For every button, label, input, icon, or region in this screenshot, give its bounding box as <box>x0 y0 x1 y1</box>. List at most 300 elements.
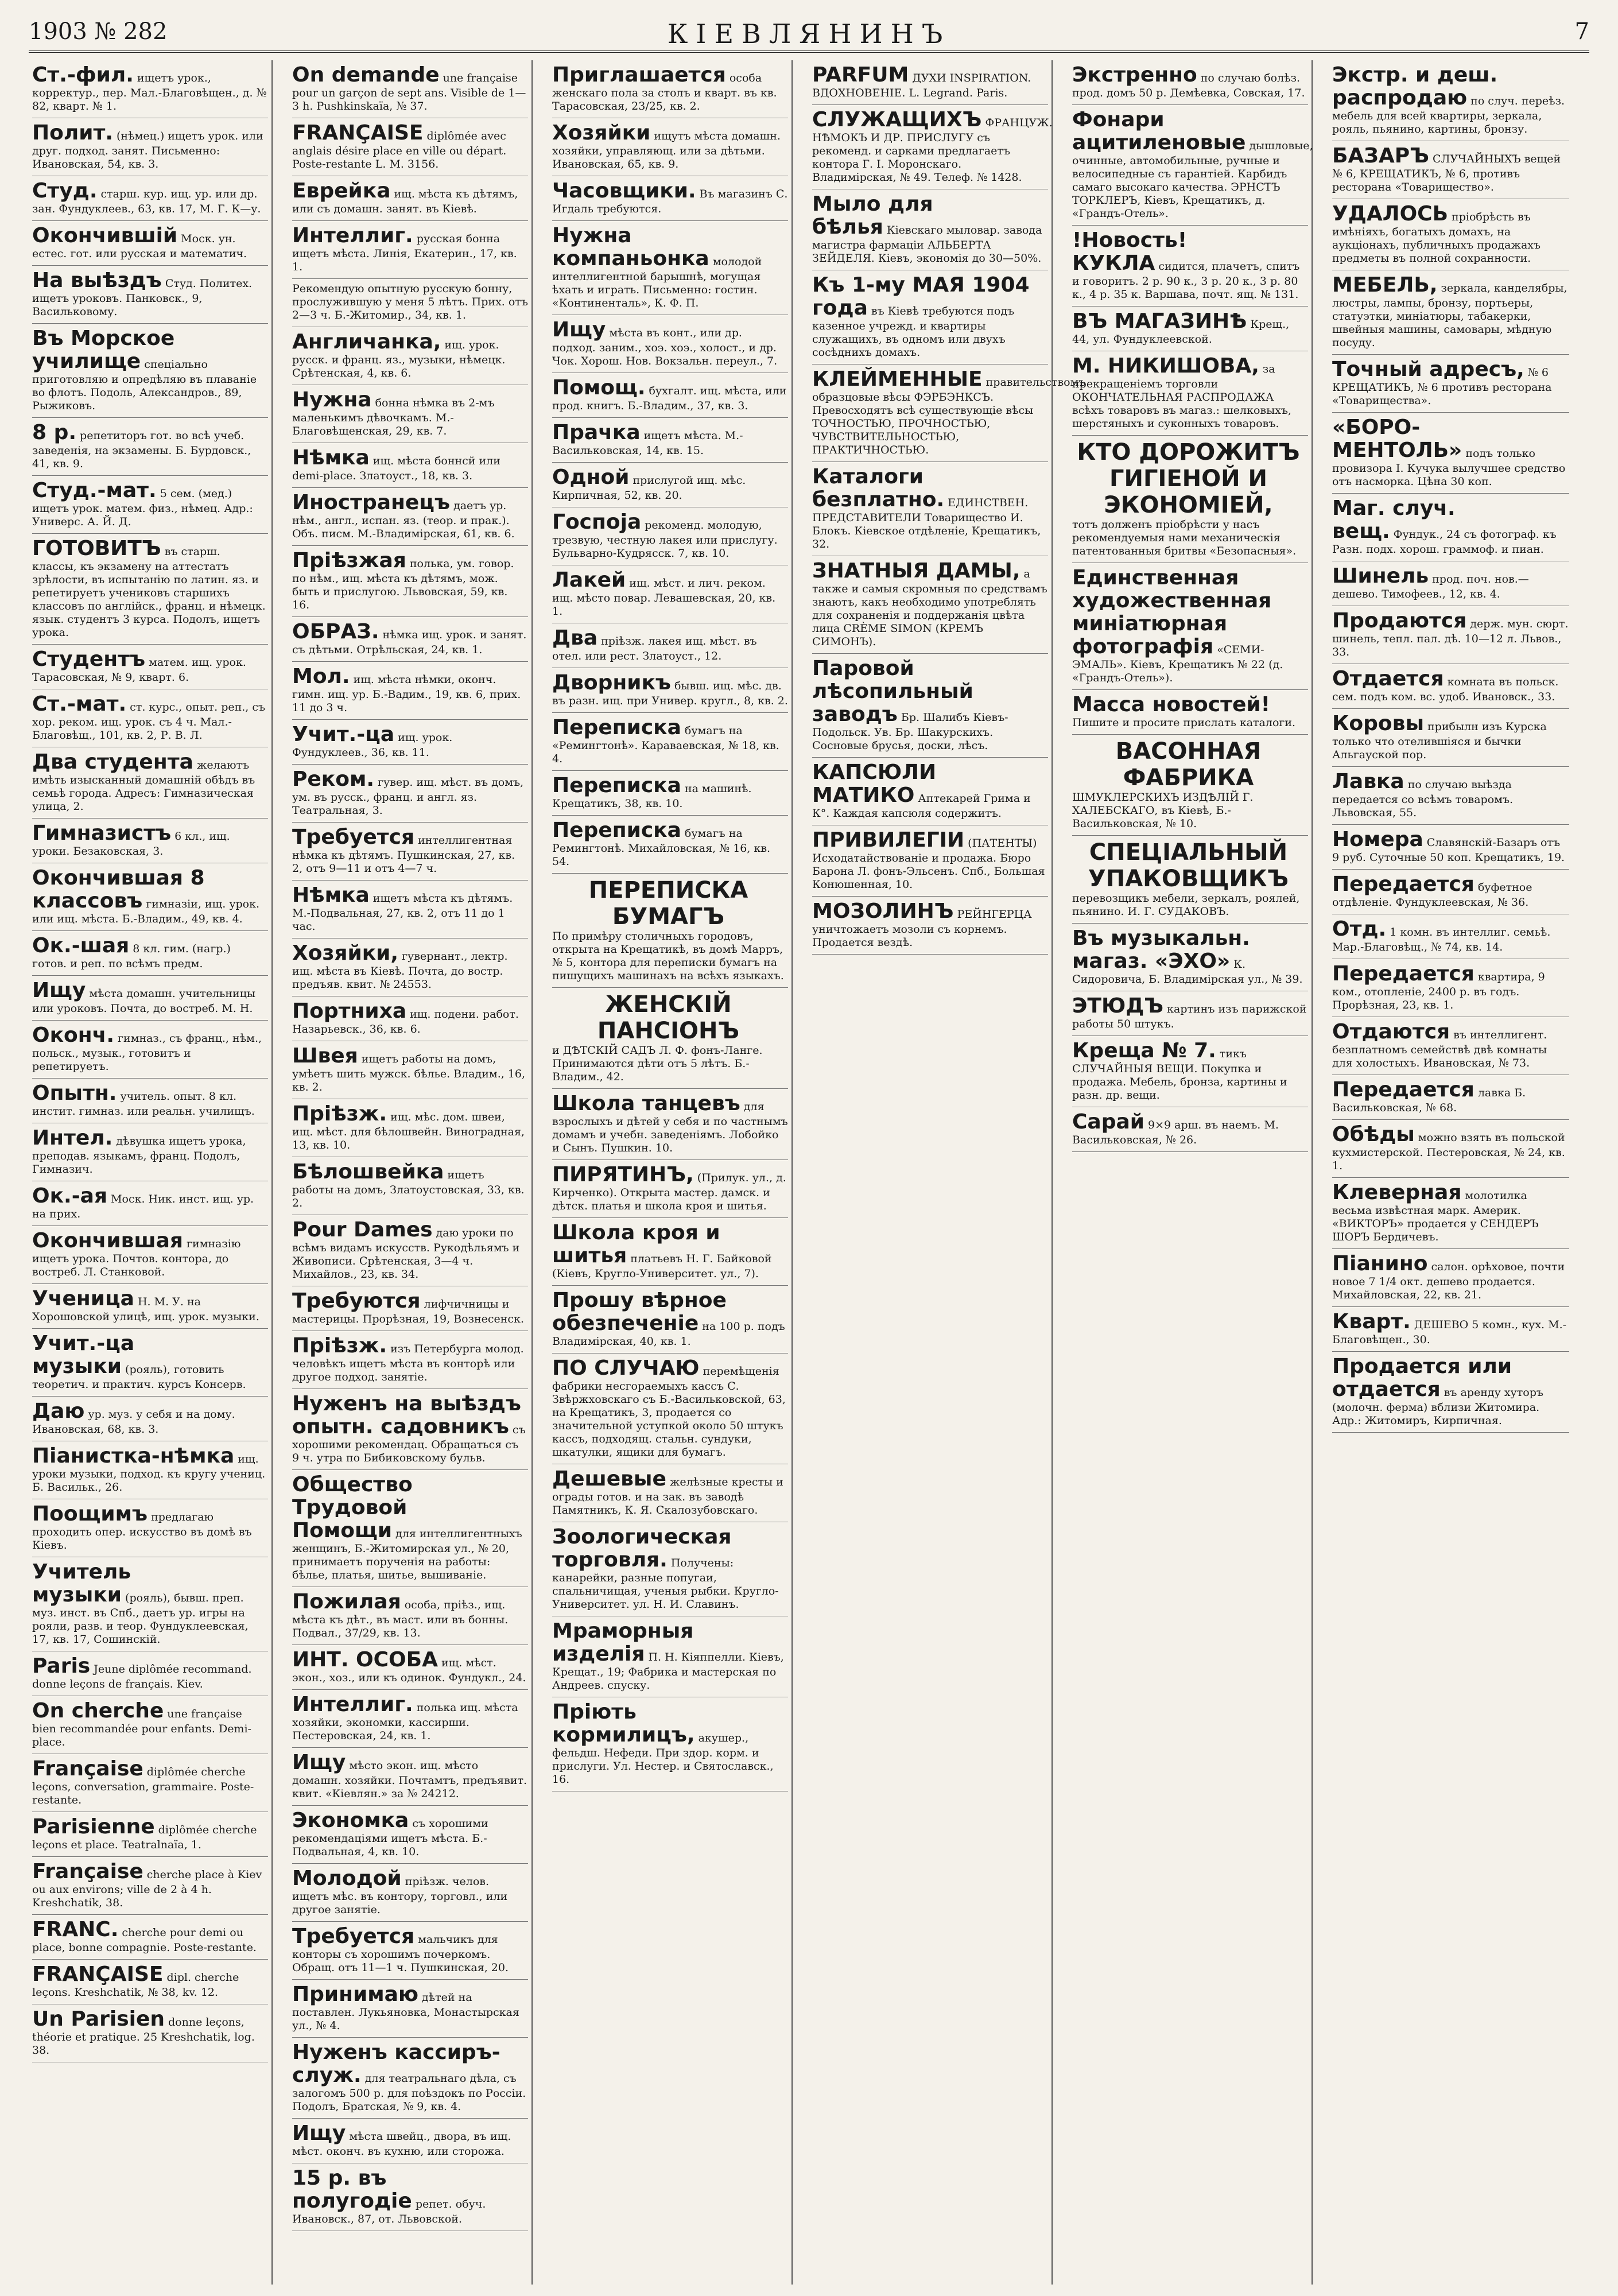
ad-headword: Требуются <box>292 1289 421 1313</box>
ad-text: въ интеллигент. безплатномъ семействѣ двѣ комнаты для холостыхъ. Ивановская, № 73. <box>1332 1029 1547 1069</box>
ad-headword: Ищу <box>552 318 606 342</box>
ad-headword: ПИРЯТИНЪ, <box>552 1163 694 1186</box>
ad-headword: Обѣды <box>1332 1123 1415 1146</box>
ad-text: гимназіи, ищ. урок. или ищ. мѣста. Б.-Владим., 49, кв. 4. <box>32 898 260 925</box>
ad-text: РЕЙНГЕРЦА уничтожаетъ мозоли съ корнемъ. Продается вездѣ. <box>812 908 1032 949</box>
classified-ad <box>552 668 788 713</box>
ad-text: русская бонна ищетъ мѣста. Линія, Екатерин., 17, кв. 1. <box>292 232 517 273</box>
ad-headword: Учитель музыки <box>32 1560 131 1607</box>
ad-text: буфетное отдѣленіе. Фундуклеевская, № 36. <box>1332 881 1532 909</box>
classified-ad <box>552 118 788 176</box>
classified-ad <box>32 1857 268 1915</box>
ad-text: салон. орѣховое, почти новое 7 1/4 окт. дешево продается. Михайловская, 22, кв. 21. <box>1332 1261 1565 1301</box>
ad-headword: Пожилая <box>292 1590 401 1614</box>
ad-text: Пишите и просите прислать каталоги. <box>1072 716 1296 729</box>
ad-text: правительствомъ образцовые вѣсы ФЭРБЭНКСЪ. Превосходятъ всѣ существующіе вѣсы ТОЧНОСТЬЮ, ПРОЧНОСТЬЮ, ЧУВСТВИТЕЛЬНОСТЬЮ, ПРАКТИЧНОСТЬЮ. <box>812 376 1086 456</box>
classified-ad <box>812 462 1048 556</box>
classified-ad <box>32 1397 268 1441</box>
classified-ad <box>552 565 788 623</box>
classified-ad <box>1072 1036 1308 1107</box>
ad-headword: ПЕРЕПИСКА БУМАГЪ <box>588 877 748 930</box>
ad-headword: On demande <box>292 63 440 87</box>
classified-ad <box>292 221 528 279</box>
ad-headword: Передается <box>1332 1078 1475 1102</box>
ad-headword: Ищу <box>292 1751 346 1774</box>
ad-text: квартира, 9 ком., отопленіе, 2400 р. въ годъ. Прорѣзная, 23, кв. 1. <box>1332 971 1545 1011</box>
ad-headword: Номера <box>1332 828 1423 851</box>
ad-text: на машинѣ. Крещатикъ, 38, кв. 10. <box>552 782 752 810</box>
ad-text: на 100 р. подъ Владимірская, 40, кв. 1. <box>552 1320 785 1348</box>
ad-text: ищ. урок. русск. и франц. яз., музыки, нѣмецк. Срѣтенская, 4, кв. 6. <box>292 339 506 379</box>
classified-ad <box>32 418 268 476</box>
classified-ad <box>292 1331 528 1389</box>
ad-text: мальчикъ для конторы съ хорошимъ почеркомъ. Обращ. отъ 11—1 ч. Пушкинская, 20. <box>292 1933 509 1974</box>
ad-text: сидится, плачетъ, спитъ и говоритъ. 2 р. 90 к., 3 р. 20 к., 3 р. 80 к., 4 р. 35 к. Варшава, почт. ящ. № 131. <box>1072 260 1300 301</box>
ad-headword: Требуется <box>292 825 415 849</box>
ad-headword: Реком. <box>292 767 375 791</box>
ad-text: зеркала, канделябры, люстры, лампы, бронзу, портьеры, статуэтки, миніатюры, табакерки, швейныя машины, самовары, мѣдную посуду. <box>1332 282 1567 349</box>
ad-text: ищетъ работы на домъ, умѣетъ шить мужск. бѣлье. Владим., 16, кв. 2. <box>292 1053 526 1093</box>
ad-text: ищетъ мѣста. М.-Васильковская, 14, кв. 15. <box>552 429 743 457</box>
ad-headword: Требуется <box>292 1925 415 1948</box>
ad-headword: Гимназистъ <box>32 821 172 845</box>
ad-headword: ВАСОННАЯ ФАБРИКА <box>1115 738 1262 791</box>
ad-headword: Хозяйки <box>552 121 651 145</box>
newspaper-title: КІЕВЛЯНИНЪ <box>667 18 951 49</box>
classified-ad <box>32 819 268 863</box>
ad-text: une française pour un garçon de sept ans. Visible de 1—3 h. Pushkinskaïa, № 37. <box>292 72 526 113</box>
ad-headword: Ок.-ая <box>32 1184 108 1208</box>
ad-headword: Шинель <box>1332 564 1429 588</box>
classified-ad <box>32 1181 268 1226</box>
ad-headword: Отд. <box>1332 917 1387 941</box>
ad-text: старш. кур. ищ. ур. или др. зан. Фундуклеев., 63, кв. 17, М. Г. К—у. <box>32 188 261 215</box>
ad-headword: Единственная художественная миніатюрная фотографія <box>1072 566 1272 658</box>
ad-headword: Масса новостей! <box>1072 693 1271 716</box>
ad-headword: Дворникъ <box>552 671 671 695</box>
ad-text: cherche place à Kiev ou aux environs; ville de 2 à 4 h. Kreshchatik, 38. <box>32 1868 262 1909</box>
classified-ad <box>1332 767 1569 825</box>
ad-headword: На выѣздъ <box>32 269 162 292</box>
ad-text: № 6 КРЕЩАТИКЪ, № 6 противъ ресторана «Товарищества». <box>1332 366 1552 407</box>
ad-headword: М. НИКИШОВА, <box>1072 354 1259 378</box>
ad-text: даю уроки по всѣмъ видамъ искусств. Рукодѣльямъ и Живописи. Срѣтенская, 3—4 ч. Михайлов., 23, кв. 34. <box>292 1227 520 1281</box>
ad-headword: Школа танцевъ <box>552 1092 740 1115</box>
column-6 <box>1329 60 1573 2285</box>
ad-text: тикъ СЛУЧАЙНЫЯ ВЕЩИ. Покупка и продажа. Мебель, бронза, картины и разн. др. вещи. <box>1072 1048 1287 1102</box>
classified-ad <box>552 507 788 565</box>
classified-ad <box>292 546 528 617</box>
classified-ad <box>1332 141 1569 199</box>
ad-headword: Студ. <box>32 179 98 203</box>
ad-text: dipl. cherche leçons. Kreshchatik, № 38, kv. 12. <box>32 1971 239 1999</box>
ad-text: молодой интеллигентной барышнѣ, могущая ѣхать и играть. Письменно: гостин. «Континенталь», К. Ф. П. <box>552 255 762 309</box>
masthead <box>29 10 1589 53</box>
classified-ad <box>812 60 1048 105</box>
ad-headword: Англичанка, <box>292 330 441 354</box>
ad-headword: Зоологическая торговля. <box>552 1525 732 1572</box>
ad-headword: Ст.-мат. <box>32 692 127 716</box>
classified-ad <box>552 1089 788 1160</box>
classified-ad <box>292 327 528 385</box>
ad-text: за прекращеніемъ торговли ОКОНЧАТЕЛЬНАЯ РАСПРОДАЖА всѣхъ товаровъ въ магаз.: шелковыхъ, шерстяныхъ и суконныхъ товаровъ. <box>1072 363 1292 430</box>
classified-ad <box>32 1812 268 1857</box>
ad-headword: Un Parisien <box>32 2007 165 2031</box>
ad-headword: Pour Dames <box>292 1218 433 1242</box>
classified-ad <box>292 1099 528 1157</box>
ad-headword: Каталоги безплатно. <box>812 465 945 511</box>
ad-headword: Экстренно <box>1072 63 1197 87</box>
ad-headword: Ученица <box>32 1287 134 1310</box>
ad-text: въ аренду хуторъ (молочн. ферма) вблизи Житомира. Адр.: Житомиръ, Кирпичная. <box>1332 1386 1543 1427</box>
classified-ad <box>812 825 1048 897</box>
classified-ad <box>552 1353 788 1464</box>
ad-headword: Два студента <box>32 750 193 774</box>
ad-headword: Française <box>32 1757 143 1781</box>
column-2 <box>289 60 533 2285</box>
classified-ad <box>552 988 788 1089</box>
ad-text: мѣста швейц., двора, въ ищ. мѣст. оконч. въ кухню, или сторожа. <box>292 2130 511 2158</box>
ad-headword: Школа кроя и шитья <box>552 1221 720 1267</box>
classified-ad <box>32 221 268 266</box>
ad-text: ШМУКЛЕРСКИХЪ ИЗДѢЛІЙ Г. ХАЛЕБСКАГО, въ Кіевѣ, Б.-Васильковская, № 10. <box>1072 791 1254 830</box>
ad-headword: Передается <box>1332 872 1475 896</box>
ad-headword: Молодой <box>292 1867 402 1890</box>
ad-text: желаютъ имѣть изысканный домашній обѣдъ въ семьѣ города. Адресъ: Гимназическая улица, 2. <box>32 759 255 813</box>
ad-text: предлагаю проходить опер. искусство въ домѣ въ Кіевъ. <box>32 1511 252 1552</box>
ad-headword: Точный адресъ, <box>1332 358 1524 381</box>
ad-text: по случ. переѣз. мебель для всей квартиры, зеркала, рояль, пьянино, картины, бронзу. <box>1332 95 1565 135</box>
ad-text: Фундук., 24 съ фотограф. къ Разн. подх. хорош. граммоф. и пиан. <box>1332 528 1557 556</box>
page-number: 7 <box>1574 18 1589 45</box>
ad-headword: Два <box>552 626 598 650</box>
ad-headword: Полит. <box>32 121 113 145</box>
classified-ad <box>292 1690 528 1748</box>
ad-text: желѣзные кресты и ограды готов. и на зак. въ заводѣ Памятникъ, К. Я. Скалозубовскаго. <box>552 1476 783 1517</box>
ad-headword: Parisienne <box>32 1815 155 1839</box>
ad-text: Моск. Ник. инст. ищ. ур. на прих. <box>32 1193 254 1220</box>
ad-text: пріобрѣсть въ имѣніяхъ, богатыхъ домахъ, на аукціонахъ, публичныхъ продажахъ предметы въ полной сохранности. <box>1332 211 1541 265</box>
ad-text: платьевъ Н. Г. Байковой (Кіевъ, Кругло-Университет. ул., 7). <box>552 1252 772 1280</box>
classified-ad <box>292 1041 528 1099</box>
ad-text: 1 комн. въ интеллиг. семьѣ. Мар.-Благовѣщ., № 74, кв. 14. <box>1332 926 1551 953</box>
classified-ad <box>552 418 788 463</box>
ad-headword: МЕБЕЛЬ, <box>1332 273 1438 297</box>
classified-ad <box>292 60 528 118</box>
ad-text: 9×9 арш. въ наемъ. М. Васильковская, № 26. <box>1072 1119 1279 1146</box>
ad-text: дышловые, очинные, автомобильные, ручные и велосипедные съ гарантіей. Карбидъ самаго высокаго качества. ЭРНСТЪ ТОРКЛЕРЪ, Кіевъ, Крещатикъ, д. «Грандъ-Отель». <box>1072 139 1313 220</box>
ad-text: cherche pour demi ou place, bonne compagnie. Poste-restante. <box>32 1926 257 1954</box>
ad-headword: Оконч. <box>32 1023 115 1047</box>
classified-ad <box>1332 199 1569 270</box>
classified-ad <box>552 1218 788 1286</box>
ad-headword: 8 р. <box>32 421 77 444</box>
classified-ad <box>292 823 528 881</box>
classified-ad <box>32 931 268 976</box>
ad-text: мѣста въ конт., или др. подход. заним., хоэ. хоэ., холост., и др. Чок. Хорош. Нов. Вокзальн. переул., 7. <box>552 327 778 367</box>
ad-text: съ хорошими рекомендац. Обращаться съ 9 ч. утра по Бибиковскому бульв. <box>292 1424 526 1464</box>
ad-text: лифчичницы и мастерицы. Прорѣзная, 19, Вознесенск. <box>292 1298 524 1325</box>
ad-headword: Нуженъ на выѣздъ опытн. садовникъ <box>292 1392 521 1438</box>
ad-headword: ЖЕНСКІЙ ПАНСІОНЪ <box>597 991 740 1044</box>
classified-ad <box>552 623 788 668</box>
classified-ad <box>1332 1178 1569 1249</box>
classified-ad <box>552 1697 788 1791</box>
classified-ad <box>32 1284 268 1329</box>
ad-text: репет. обуч. Ивановск., 87, от. Львовской. <box>292 2198 486 2225</box>
ad-text: (рояль), готовить теоретич. и практич. курсъ Консерв. <box>32 1363 246 1391</box>
ad-headword: Помощ. <box>552 376 646 400</box>
ad-headword: Переписка <box>552 716 681 739</box>
ad-text: учитель. опыт. 8 кл. инстит. гимназ. или реальн. училищъ. <box>32 1090 255 1118</box>
classified-ad <box>292 617 528 662</box>
ad-headword: Даю <box>32 1399 85 1423</box>
ad-text: ДУХИ INSPIRATION. ВДОХНОВЕНІЕ. L. Legrand. Paris. <box>812 72 1031 99</box>
ad-text: П. Н. Кіяппелли. Кіевъ, Крещат., 19; Фабрика и мастерская по Андреев. спуску. <box>552 1651 784 1692</box>
ad-text: Славянскій-Базаръ отъ 9 руб. Суточные 50 коп. Крещатикъ, 19. <box>1332 836 1565 864</box>
classified-ad <box>32 645 268 689</box>
ad-text: ищ. мѣста къ дѣтямъ, или съ домашн. занят. въ Кіевѣ. <box>292 188 518 215</box>
ad-text: дѣвушка ищетъ урока, преподав. языкамъ, франц. Подолъ, Гимназич. <box>32 1135 246 1176</box>
classified-ad <box>1332 561 1569 606</box>
ad-text: ФРАНЦУЖ. НѢМОКЪ И ДР. ПРИСЛУГУ съ рекоменд. и сарками предлагаетъ контора Г. І. Моронскаго. Владимірская, № 49. Телеф. № 1428. <box>812 117 1053 184</box>
ad-text: матем. ищ. урок. Тарасовская, № 9, кварт. 6. <box>32 656 246 684</box>
ad-headword: Паровой лѣсопильный заводъ <box>812 657 973 726</box>
ad-headword: PARFUM <box>812 63 909 87</box>
ad-text: К. Сидоровича, Б. Владимірская ул., № 39. <box>1072 958 1303 986</box>
classified-ad <box>1072 351 1308 436</box>
ad-text: ЕДИНСТВЕН. ПРЕДСТАВИТЕЛИ Товарищество И. Блокъ. Кіевское отдѣленіе, Крещатикъ, 32. <box>812 497 1041 550</box>
classified-ad <box>32 176 268 221</box>
classified-ad <box>1072 690 1308 735</box>
ad-headword: Нѣмка <box>292 883 370 907</box>
ad-headword: Прачка <box>552 421 641 444</box>
ad-text: ищетъ урок., корректур., пер. Мал.-Благовѣщен., д. № 82, кварт. № 1. <box>32 72 267 113</box>
ad-headword: ВЪ МАГАЗИНѢ <box>1072 309 1247 333</box>
ad-text: подъ только провизора І. Кучука вылучшее средство отъ насморка. Цѣна 30 коп. <box>1332 447 1566 488</box>
ad-headword: Коровы <box>1332 712 1424 735</box>
classified-ad <box>32 863 268 931</box>
classified-ad <box>552 1464 788 1522</box>
ad-text: тотъ долженъ пріобрѣсти у насъ рекомендуемыя нами механическія патентованныя бритвы «Безопасныя». <box>1072 518 1297 557</box>
classified-ad <box>292 1864 528 1922</box>
classified-ad <box>1332 1075 1569 1120</box>
classified-ad <box>552 771 788 816</box>
classified-ad <box>32 689 268 747</box>
classified-ad <box>552 874 788 988</box>
classified-ad <box>32 324 268 418</box>
ad-headword: Кварт. <box>1332 1310 1411 1333</box>
classified-ad <box>32 1226 268 1284</box>
ad-headword: Опытн. <box>32 1081 117 1105</box>
classified-ad <box>1332 959 1569 1017</box>
ad-headword: Ок.-шая <box>32 934 130 957</box>
classified-ad <box>552 373 788 418</box>
classified-ad <box>32 476 268 534</box>
ad-headword: Продаются <box>1332 609 1467 633</box>
ad-text: Студ. Политех. ищетъ уроковъ. Панковск., 9, Васильковому. <box>32 277 253 318</box>
ad-headword: ГОТОВИТЪ <box>32 537 161 560</box>
ad-headword: УДАЛОСЬ <box>1332 202 1449 226</box>
ad-text: Получены: канарейки, разные попугаи, спальничищая, ученыя рыбки. Кругло-Университет. ул. Н. И. Славинъ. <box>552 1557 779 1611</box>
ad-headword: Швея <box>292 1044 358 1068</box>
classified-ad <box>32 1696 268 1754</box>
classified-ad <box>552 816 788 874</box>
ad-headword: МОЗОЛИНЪ <box>812 899 954 923</box>
ad-text: нѣмка ищ. урок. и занят. съ дѣтьми. Отрѣльская, 24, кв. 1. <box>292 629 527 656</box>
ad-text: ищ. мѣста боннсй или demi-place. Златоуст., 18, кв. 3. <box>292 455 500 482</box>
classified-ad <box>1072 563 1308 690</box>
classified-ad <box>32 60 268 118</box>
classified-ad <box>292 1980 528 2038</box>
classified-ad <box>32 1079 268 1123</box>
ad-text: по случаю болѣз. прод. домъ 50 р. Демѣевка, Совская, 17. <box>1072 72 1305 99</box>
ad-text: бумагъ на Ремингтонѣ. Михайловская, № 16, кв. 54. <box>552 827 771 868</box>
ad-headword: Въ музыкальн. магаз. «ЭХО» <box>1072 926 1250 973</box>
ad-headword: Часовщики. <box>552 179 696 203</box>
ad-headword: FRANÇAISE <box>292 121 424 145</box>
ad-headword: Къ 1-му МАЯ 1904 года <box>812 273 1030 320</box>
classified-ad <box>32 1557 268 1651</box>
ad-text: въ Кіевѣ требуются подъ казенное учрежд. и квартиры служащихъ, въ одномъ или двухъ сосѣднихъ домахъ. <box>812 305 1015 359</box>
classified-ad <box>812 189 1048 270</box>
ad-text: полька, ум. говор. по нѣм., ищ. мѣста къ дѣтямъ, мож. быть и прислугою. Львовская, 59, кв. 16. <box>292 557 514 611</box>
ad-headword: Прiѣзж. <box>292 1334 387 1358</box>
classified-ad <box>32 1329 268 1397</box>
ad-headword: Окончившая <box>32 1229 184 1252</box>
ad-text: «СЕМИ-ЭМАЛЬ». Кіевъ, Крещатикъ № 22 (д. «Грандъ-Отель»). <box>1072 643 1283 684</box>
ad-text: ищутъ мѣста домашн. хозяйки, управляющ. или за дѣтьми. Ивановская, 65, кв. 9. <box>552 130 781 170</box>
ad-headword: Лавка <box>1332 770 1404 793</box>
ad-headword: ПО СЛУЧАЮ <box>552 1356 700 1380</box>
ad-text: Въ магазинъ С. Игдаль требуются. <box>552 188 788 215</box>
classified-ad <box>1332 870 1569 914</box>
classified-ad <box>1332 270 1569 355</box>
ad-text: даетъ ур. нѣм., англ., испан. яз. (теор. и прак.). Объ. писм. М.-Владимірская, 61, кв. 6. <box>292 499 515 540</box>
classified-ad <box>552 713 788 771</box>
ad-text: прод. поч. нов.— дешево. Тимофеев., 12, кв. 4. <box>1332 573 1529 600</box>
ad-text: ищ. мѣс. дом. швеи, ищ. мѣст. для бѣлошвейн. Виноградная, 13, кв. 10. <box>292 1111 525 1151</box>
classified-ad <box>552 60 788 118</box>
ad-headword: Продается или отдается <box>1332 1355 1512 1401</box>
classified-ad <box>552 176 788 221</box>
ad-text: ур. муз. у себя и на дому. Ивановская, 68, кв. 3. <box>32 1408 235 1436</box>
classified-ad <box>812 105 1053 189</box>
ad-headword: КЛЕЙМЕННЫЕ <box>812 367 983 391</box>
ad-text: (Прилук. ул., д. Кирченко). Открыта мастер. дамск. и дѣтск. платья и школа кроя и шитья. <box>552 1172 786 1212</box>
ad-text: Моск. ун. естес. гот. или русская и математич. <box>32 232 247 260</box>
classified-ad <box>552 221 788 315</box>
ad-headword: Интеллиг. <box>292 224 413 247</box>
ad-text: для театральнаго дѣла, съ залогомъ 500 р. для поѣздокъ по Россіи. Подолъ, Братская, № 9, кв. 4. <box>292 2072 526 2113</box>
ad-text: интеллигентная нѣмка къ дѣтямъ. Пушкинская, 27, кв. 2, отъ 9—11 и отъ 4—7 ч. <box>292 834 515 875</box>
ad-headword: Студентъ <box>32 647 146 671</box>
classified-ad <box>1072 105 1313 226</box>
classified-ad <box>1332 60 1569 141</box>
ad-headword: Переписка <box>552 819 681 842</box>
ad-headword: Пріють кормилицъ, <box>552 1700 695 1747</box>
classified-ad <box>292 1389 528 1470</box>
ad-headword: Прiѣзжая <box>292 549 406 572</box>
classified-ad <box>812 758 1048 825</box>
classified-ad <box>1332 664 1569 709</box>
ad-headword: FRANÇAISE <box>32 1963 164 1986</box>
classified-ad <box>32 1441 268 1499</box>
ad-headword: Сарай <box>1072 1110 1144 1134</box>
ad-headword: Иностранецъ <box>292 491 451 514</box>
ad-headword: Поощимъ <box>32 1502 148 1526</box>
ad-headword: Клеверная <box>1332 1181 1462 1204</box>
ad-headword: Піанистка-нѣмка <box>32 1444 235 1468</box>
ad-text: СЛУЧАЙНЫХЪ вещей № 6, КРЕЩАТИКЪ, № 6, противъ ресторана «Товарищество». <box>1332 153 1561 193</box>
ad-text: гувер. ищ. мѣст. въ домъ, ум. въ русск., франц. и англ. яз. Театральная, 3. <box>292 776 524 817</box>
ad-text: Бр. Шалибъ Кіевъ-Подольск. Ув. Бр. Шакурскихъ. Сосновые брусья, доски, лѣсъ. <box>812 711 1008 752</box>
classified-ad <box>1332 1352 1569 1433</box>
ad-headword: Фонари ацитиленовые <box>1072 108 1246 154</box>
ad-headword: Экономка <box>292 1809 409 1832</box>
ad-text: Рекомендую опытную русскую бонну, прослужившую у меня 5 лѣтъ. Прих. отъ 2—3 ч. Б.-Житомир., 34, кв. 1. <box>292 282 528 321</box>
ad-text: по случаю выѣзда передается со всѣмъ товаромъ. Львовская, 55. <box>1332 778 1514 819</box>
ad-headword: ЗНАТНЫЯ ДАМЫ, <box>812 559 1021 583</box>
classified-ad <box>292 118 528 176</box>
classified-ad <box>292 2163 528 2231</box>
ad-text: бывш. ищ. мѣс. дв. въ разн. ищ. при Универ. кругл., 8, кв. 2. <box>552 680 788 707</box>
classified-ad <box>292 1286 528 1331</box>
ad-headword: БАЗАРЪ <box>1332 144 1429 168</box>
classified-ad <box>1332 494 1569 561</box>
classified-ad <box>292 662 528 720</box>
ad-text: особа женскаго пола за столъ и кварт. въ кв. Тарасовская, 23/25, кв. 2. <box>552 72 777 113</box>
ad-headword: Креща № 7. <box>1072 1039 1216 1062</box>
classified-ad <box>1332 709 1569 767</box>
ad-headword: 15 р. въ полугодіе <box>292 2166 412 2213</box>
classified-ad <box>292 996 528 1041</box>
ad-text: (рояль), бывш. преп. муз. инст. въ Спб., даетъ ур. игры на рояли, разв. и теор. Фундуклеевская, 17, кв. 17, Сошинскій. <box>32 1592 249 1646</box>
ad-text: и ДѢТСКІЙ САДЪ Л. Ф. фонъ-Ланге. Принимаются дѣти отъ 5 лѣтъ. Б.-Владим., 42. <box>552 1044 763 1083</box>
ad-text: можно взять въ польской кухмистерской. Пестеровская, № 24, кв. 1. <box>1332 1131 1565 1172</box>
ad-text: 5 сем. (мед.) ищетъ урок. матем. физ., нѣмец. Адр.: Универс. А. Й. Д. <box>32 487 253 528</box>
column-5 <box>1069 60 1313 2285</box>
classified-ad <box>292 881 528 938</box>
ad-text: рекоменд. молодую, трезвую, честную лакея или прислугу. Бульварно-Кудрясск. 7, кв. 10. <box>552 519 778 560</box>
classified-ad <box>1332 413 1569 494</box>
classified-ad <box>552 1522 788 1616</box>
classified-ad <box>812 270 1048 364</box>
ad-text: ищ. подени. работ. Назарьевск., 36, кв. 6. <box>292 1008 519 1035</box>
ad-text: donne leçons, théorie et pratique. 25 Kreshchatik, log. 38. <box>32 2016 255 2057</box>
classified-ad <box>32 118 268 176</box>
ad-text: бонна нѣмка въ 2-мъ маленькимъ дѣвочкамъ. М.-Благовѣщенская, 29, кв. 7. <box>292 397 495 437</box>
ad-text: гимназ., съ франц., нѣм., польск., музык., готовитъ и репетируетъ. <box>32 1032 262 1073</box>
ad-headword: ПРИВИЛЕГІИ <box>812 828 965 852</box>
classified-ad <box>1072 60 1308 105</box>
ad-headword: СПЕЦІАЛЬНЫЙ УПАКОВЩИКЪ <box>1088 839 1289 892</box>
classified-ad <box>1332 606 1569 664</box>
classified-ad <box>1072 924 1308 991</box>
classified-ad <box>1332 914 1569 959</box>
classified-ad <box>32 534 268 645</box>
classified-ad <box>1332 1249 1569 1307</box>
ad-text: прiѣзж. лакея ищ. мѣст. въ отел. или рест. Златоуст., 12. <box>552 635 757 662</box>
classified-ad <box>32 976 268 1021</box>
ad-text: держ. мун. сюрт. шинель, тепл. пал. дѣ. 10—12 л. Львов., 33. <box>1332 618 1569 658</box>
classified-ad <box>812 364 1086 462</box>
ad-headword: Прiѣзж. <box>292 1102 387 1126</box>
classified-ad <box>292 488 528 546</box>
classified-ad <box>1072 1107 1308 1152</box>
classified-ad <box>32 1915 268 1960</box>
ad-headword: ЭТЮДЪ <box>1072 994 1164 1018</box>
